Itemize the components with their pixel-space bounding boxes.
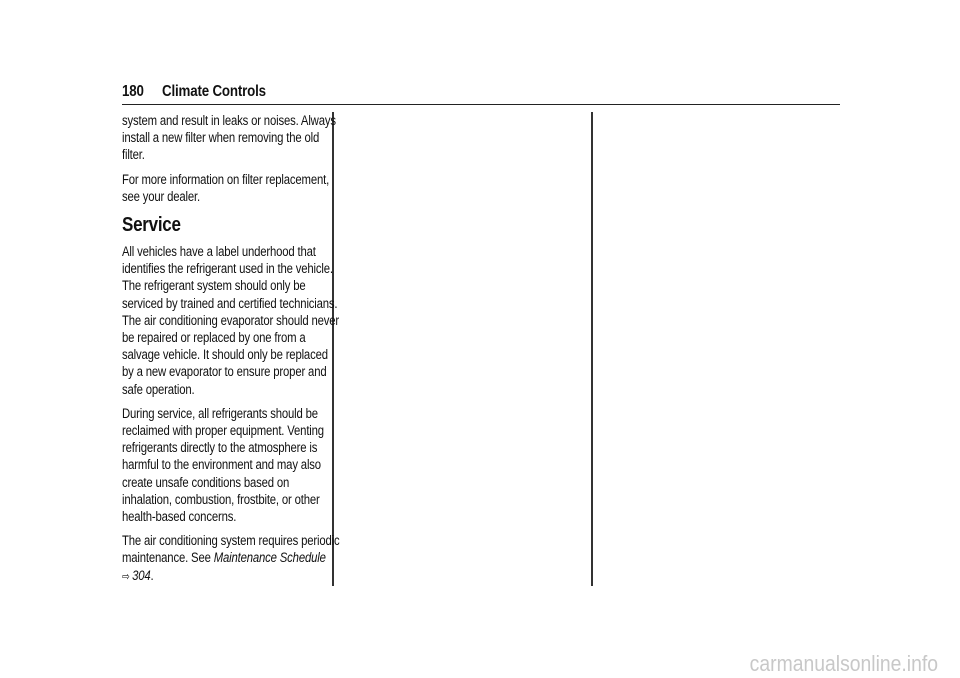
page-reference-arrow-icon: ⇨ bbox=[122, 570, 130, 583]
text-line: The air conditioning system requires periodic bbox=[122, 533, 340, 549]
text-line: All vehicles have a label underhood that bbox=[122, 244, 316, 260]
content-column-1 bbox=[122, 112, 354, 593]
section-title: Climate Controls bbox=[162, 83, 266, 100]
text-line: system and result in leaks or noises. Always bbox=[122, 113, 336, 128]
text-run: maintenance. See bbox=[122, 550, 214, 566]
text-line: create unsafe conditions based on bbox=[122, 474, 290, 490]
page-reference-link[interactable]: 304 bbox=[132, 567, 151, 583]
text-line: install a new filter when removing the old bbox=[122, 130, 320, 146]
text-line bbox=[122, 567, 317, 586]
text-line: harmful to the environment and may also bbox=[122, 457, 321, 473]
text-line: inhalation, combustion, frostbite, or other bbox=[122, 491, 320, 507]
text-line: by a new evaporator to ensure proper and bbox=[122, 364, 327, 380]
text-line: salvage vehicle. It should only be replaced bbox=[122, 347, 328, 363]
watermark-text: carmanualsonline.info bbox=[749, 651, 938, 676]
text-line: serviced by trained and certified technicians. bbox=[122, 295, 338, 311]
text-line bbox=[122, 549, 326, 566]
paragraph-dealer-info bbox=[122, 171, 354, 205]
page-number: 180 bbox=[122, 83, 144, 100]
text-line: health-based concerns. bbox=[122, 509, 237, 525]
text-line: safe operation. bbox=[122, 381, 195, 397]
text-run: . bbox=[150, 567, 154, 583]
service-heading: Service bbox=[122, 214, 181, 237]
text-line: filter. bbox=[122, 147, 145, 163]
text-line: The refrigerant system should only be bbox=[122, 278, 306, 294]
text-line: During service, all refrigerants should be bbox=[122, 405, 318, 421]
text-line: refrigerants directly to the atmosphere is bbox=[122, 440, 318, 456]
text-line: identifies the refrigerant used in the vehicle. bbox=[122, 261, 333, 277]
paragraph-filter-note bbox=[122, 112, 354, 164]
maintenance-schedule-link[interactable]: Maintenance Schedule bbox=[213, 550, 326, 566]
text-line: be repaired or replaced by one from a bbox=[122, 330, 306, 346]
paragraph-maintenance bbox=[122, 532, 354, 586]
text-line: reclaimed with proper equipment. Venting bbox=[122, 423, 324, 439]
text-line: The air conditioning evaporator should never bbox=[122, 312, 340, 328]
text-line: see your dealer. bbox=[122, 188, 201, 204]
paragraph-reclaim-refrigerants bbox=[122, 405, 354, 525]
page-header bbox=[122, 82, 840, 105]
paragraph-refrigerant-label bbox=[122, 243, 354, 398]
column-divider-2 bbox=[591, 112, 593, 586]
text-line: For more information on filter replacement, bbox=[122, 171, 330, 187]
